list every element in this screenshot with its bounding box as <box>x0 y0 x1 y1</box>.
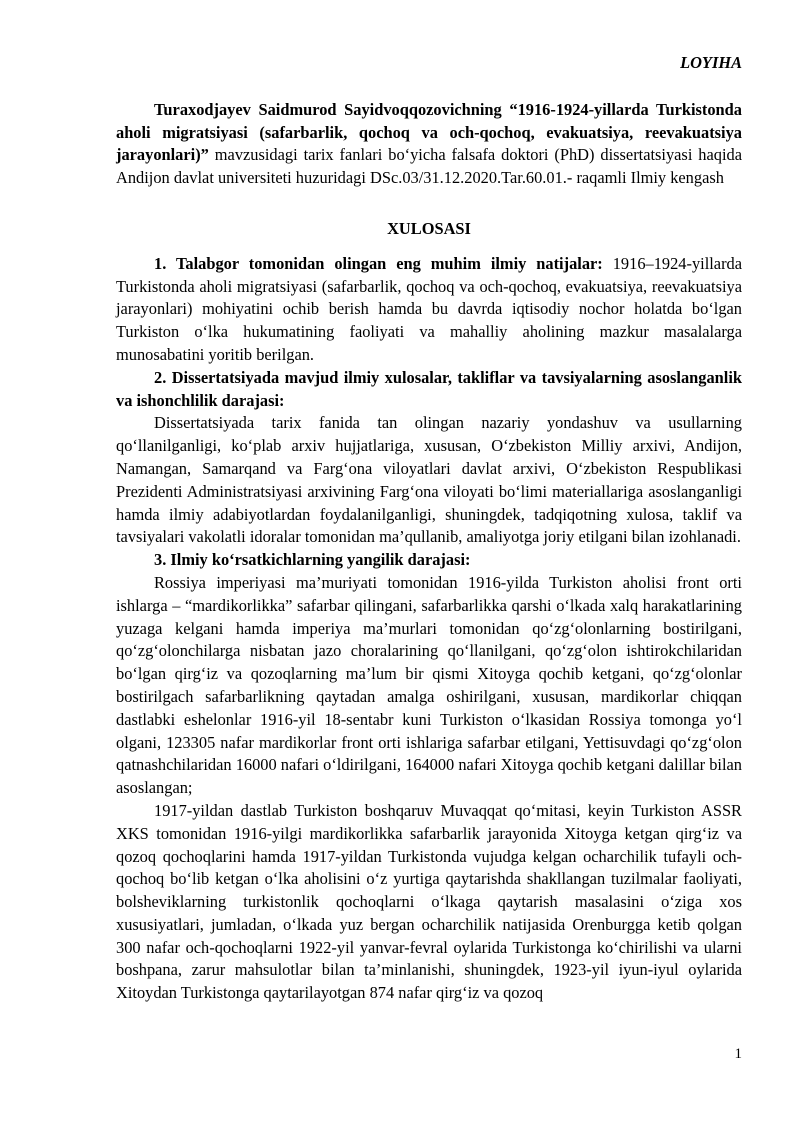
draft-stamp: LOYIHA <box>680 53 742 72</box>
section-1 <box>116 253 742 367</box>
document-title: XULOSASI <box>387 218 471 238</box>
section-3-heading: 3. Ilmiy ko‘rsatkichlarning yangilik darajasi: <box>154 550 471 570</box>
header-text: mavzusidagi tarix fanlari bo‘yicha falsafa doktori (PhD) dissertatsiyasi haqida Andijon davlat universiteti huzuridagi DSc.03/31.12.2020.Tar.60.01.- raqamli Ilmiy kengash <box>116 145 742 188</box>
section-3-paragraph-2: 1917-yildan dastlab Turkiston boshqaruv Muvaqqat qo‘mitasi, keyin Turkiston ASSR XKS tomonidan 1916-yilgi mardikorlikka safarbarlik jarayonida Xitoyga ketgan qirg‘iz va qozoq qochoqlarini hamda 1917-yildan Turkistonda vujudga kelgan ocharchilik tufayli och-qochoq bo‘lib ketgan o‘lka aholisini o‘z yurtiga qaytarishda shakllangan tuzilmalar faoliyati, bolsheviklarning turkistonlik qochoqlarni o‘lkaga qaytarish masalasini o‘ziga xos xususiyatlari, jumladan, o‘lkada yuz bergan ocharchilik natijasida Orenburgga ketib qolgan 300 nafar och-qochoqlarni 1922-yil yanvar-fevral oylarida Turkistonga ko‘chirilishi va ularni boshpana, zarur mahsulotlar bilan ta’minlanishi, shuningdek, 1923-yil iyun-iyul oylarida Xitoydan Turkistonga qaytarilayotgan 874 nafar qirg‘iz va qozoq <box>116 800 742 1003</box>
section-3-paragraph-1: Rossiya imperiyasi ma’muriyati tomonidan 1916-yilda Turkiston aholisi front orti ishlarga – “mardikorlikka” safarbar qilingani, safarbarlikka qarshi o‘lkada xalq harakatlarining yuzaga kelgani hamda imperiya ma’murlari tomonidan qo‘zg‘olonlarning bostirilgani, qo‘zg‘olonchilarga nisbatan jazo choralarining qo‘llanilgani, qo‘zg‘olon ishtirokchilaridan bo‘lgan qirg‘iz va qozoqlarning ma’lum bir qismi Xitoyga qochib ketgani, qo‘zg‘olonlar bostirilgach safarbarlikning qaytadan amalga oshirilgani, xususan, mardikorlar chiqqan dastlabki eshelonlar 1916-yil 18-sentabr kuni Turkiston o‘lkasidan Rossiya tomonga yo‘l olgani, 123305 nafar mardikorlar front orti ishlariga safarbar etilgani, Yettisuvdagi qo‘zg‘olon qatnashchilaridan 16000 nafari o‘ldirilgani, 164000 nafari Xitoyga qochib ketgani dalillar bilan asoslangan; <box>116 572 742 798</box>
section-2-text: Dissertatsiyada tarix fanida tan olingan nazariy yondashuv va usullarning qo‘llanilganligi, ko‘plab arxiv hujjatlariga, xususan, O‘zbekiston Milliy arxivi, Andijon, Namangan, Samarqand va Farg‘ona viloyatlari davlat arxivi, O‘zbekiston Respublikasi Prezidenti Administratsiyasi arxivining Farg‘ona viloyati bo‘limi materiallariga asoslanganligi hamda ilmiy adabiyotlardan foydalanilganligi, shuningdek, tadqiqotning xulosa, taklif va tavsiyalari vakolatli idoralar tomonidan ma’qullanib, amaliyotga joriy etilgani bilan izohlanadi. <box>116 413 742 547</box>
section-2-heading: 2. Dissertatsiyada mavjud ilmiy xulosalar, takliflar va tavsiyalarning asoslanganlik va ishonchlilik darajasi: <box>116 367 742 410</box>
section-1-heading: 1. Talabgor tomonidan olingan eng muhim ilmiy natijalar: <box>154 253 603 273</box>
page-number: 1 <box>734 1046 742 1062</box>
document-page <box>116 52 742 1005</box>
header-bold-text: Turaxodjayev Saidmurod Sayidvoqqozovichning “1916-1924-yillarda Turkistonda aholi migratsiyasi (safarbarlik, qochoq va och-qochoq, evakuatsiya, reevakuatsiya jarayonlari)” <box>116 99 742 165</box>
section-1-text: 1916–1924-yillarda Turkistonda aholi migratsiyasi (safarbarlik, qochoq va och-qochoq, evakuatsiya, reevakuatsiya jarayonlari) mohiyatini ochib berish hamda bu davrda iqtisodiy nochor holatda bo‘lgan Turkiston o‘lka hukumatining faoliyati va mahalliy aholining mazkur masalalarga munosabatini yoritib berilgan. <box>116 253 743 364</box>
document-header <box>116 99 742 190</box>
